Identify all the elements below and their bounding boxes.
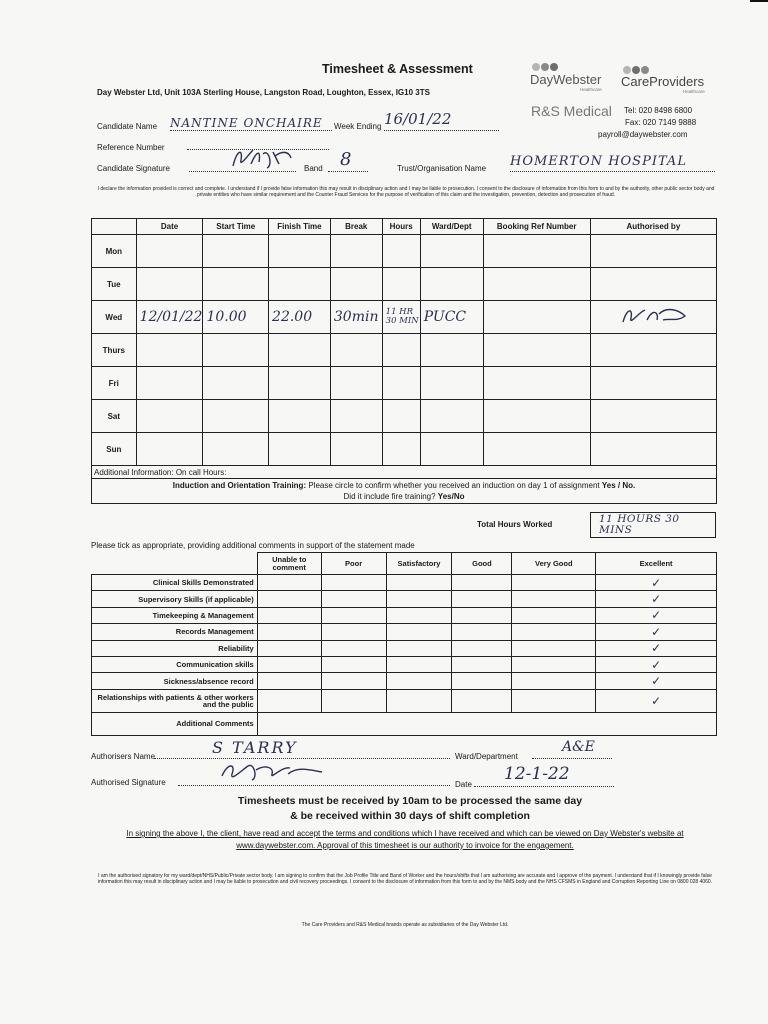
assessment-rating-cell[interactable] <box>512 640 596 656</box>
corner-mark <box>750 0 768 2</box>
assess-header-very-good: Very Good <box>512 553 596 575</box>
break-value: 30min <box>333 309 379 325</box>
assessment-rating-cell[interactable] <box>386 673 452 689</box>
day-value: Tue <box>106 279 121 289</box>
trust-value: HOMERTON HOSPITAL <box>510 154 687 169</box>
break-cell[interactable] <box>330 433 382 466</box>
ward-dept-cell[interactable] <box>420 433 483 466</box>
week-ending-field[interactable] <box>384 110 499 131</box>
reference-number-label: Reference Number <box>97 143 165 152</box>
hours-cell[interactable] <box>382 235 420 268</box>
additional-info-cell[interactable] <box>92 466 717 479</box>
date-cell[interactable] <box>136 268 203 301</box>
assessment-rating-cell[interactable] <box>452 591 512 607</box>
tick-mark-icon: ✓ <box>651 575 662 590</box>
additional-comments-field[interactable] <box>257 712 716 735</box>
assessment-rating-cell[interactable] <box>257 591 321 607</box>
assessment-rating-cell[interactable] <box>386 640 452 656</box>
additional-info-row <box>92 466 717 479</box>
date-field[interactable] <box>474 766 614 787</box>
induction-options[interactable]: Yes / No. <box>601 481 636 490</box>
assessment-rating-cell[interactable] <box>596 640 717 656</box>
date-value: 12-1-22 <box>504 764 570 784</box>
assessment-rating-cell[interactable] <box>452 607 512 623</box>
finish-time-cell[interactable] <box>269 400 331 433</box>
assessment-rating-cell[interactable] <box>512 624 596 640</box>
hours-cell[interactable] <box>382 301 420 334</box>
assessment-rating-cell[interactable] <box>512 656 596 672</box>
careproviders-wordmark: CareProviders <box>621 74 705 89</box>
ward-dept-cell[interactable] <box>420 235 483 268</box>
header-authorised-by: Authorised by <box>590 219 716 235</box>
contact-fax: Fax: 020 7149 9888 <box>625 118 697 127</box>
break-cell[interactable] <box>330 301 382 334</box>
assessment-rating-cell[interactable] <box>596 689 717 712</box>
day-value: Thurs <box>102 345 125 355</box>
header-date: Date <box>136 219 203 235</box>
assessment-row-label: Sickness/absence record <box>92 673 258 689</box>
assessment-row-label: Records Management <box>92 624 258 640</box>
assessment-rating-cell[interactable] <box>596 624 717 640</box>
assessment-table <box>91 552 717 736</box>
candidate-name-field[interactable] <box>170 114 332 131</box>
timesheet-row <box>92 235 717 268</box>
assessment-header-row <box>92 553 717 575</box>
fire-training-options[interactable]: Yes/No <box>437 492 465 501</box>
timesheet-row <box>92 334 717 367</box>
assess-header-excellent: Excellent <box>596 553 717 575</box>
candidate-name-value: NANTINE ONCHAIRE <box>170 116 323 130</box>
header-finish-time: Finish Time <box>269 219 331 235</box>
finish-time-cell[interactable] <box>269 433 331 466</box>
header-hours: Hours <box>382 219 420 235</box>
page-title: Timesheet & Assessment <box>322 62 473 76</box>
booking-ref-cell[interactable] <box>483 433 590 466</box>
assessment-rating-cell[interactable] <box>257 673 321 689</box>
assess-header-poor: Poor <box>321 553 386 575</box>
assessment-intro: Please tick as appropriate, providing additional comments in support of the statement made <box>91 541 415 550</box>
header-booking-ref: Booking Ref Number <box>483 219 590 235</box>
assessment-row <box>92 689 717 712</box>
booking-ref-cell[interactable] <box>483 400 590 433</box>
date-cell[interactable] <box>136 433 203 466</box>
assessment-rating-cell[interactable] <box>512 673 596 689</box>
assessment-rating-cell[interactable] <box>386 591 452 607</box>
timesheet-row <box>92 367 717 400</box>
deadline-line-1: Timesheets must be received by 10am to be processed the same day <box>237 795 583 807</box>
break-cell[interactable] <box>330 400 382 433</box>
brands-note: The Care Providers and R&S Medical brands operate as subsidiaries of the Day Webster Ltd. <box>301 922 509 928</box>
date-cell[interactable] <box>136 235 203 268</box>
start-time-cell[interactable] <box>203 334 269 367</box>
header-start-time: Start Time <box>203 219 269 235</box>
date-value: 12/01/22 <box>139 309 203 325</box>
timesheet-row <box>92 433 717 466</box>
hours-cell[interactable] <box>382 367 420 400</box>
authoriser-name-field[interactable] <box>154 740 450 759</box>
assess-header-satisfactory: Satisfactory <box>386 553 452 575</box>
company-address: Day Webster Ltd, Unit 103A Sterling House, Langston Road, Loughton, Essex, IG10 3TS <box>97 88 430 97</box>
assessment-rating-cell[interactable] <box>596 591 717 607</box>
day-cell <box>92 301 137 334</box>
assess-header-good: Good <box>452 553 512 575</box>
total-hours-value: 11 HOURS 30 MINS <box>599 513 680 536</box>
assessment-row <box>92 624 717 640</box>
assessment-row <box>92 656 717 672</box>
finish-time-cell[interactable] <box>269 235 331 268</box>
day-cell <box>92 235 137 268</box>
contact-email: payroll@daywebster.com <box>598 130 688 139</box>
row-signature-icon <box>619 304 689 328</box>
tick-mark-icon: ✓ <box>651 624 662 639</box>
total-hours-label: Total Hours Worked <box>477 520 553 529</box>
week-ending-label: Week Ending <box>334 122 382 131</box>
assessment-rating-cell[interactable] <box>321 624 386 640</box>
ward-dept-cell[interactable] <box>420 301 483 334</box>
break-cell[interactable] <box>330 268 382 301</box>
assess-header-unable: Unable to comment <box>257 553 321 575</box>
assessment-rating-cell[interactable] <box>386 575 452 591</box>
rs-medical-logo: R&S Medical <box>531 103 612 119</box>
assessment-row-label: Communication skills <box>92 656 258 672</box>
assessment-rating-cell[interactable] <box>321 591 386 607</box>
fire-training-text: Did it include fire training? <box>343 492 436 501</box>
assessment-rating-cell[interactable] <box>257 575 321 591</box>
ward-department-value: A&E <box>562 739 595 755</box>
authorised-by-cell[interactable] <box>590 301 716 334</box>
daywebster-logo <box>530 62 615 92</box>
assessment-row-label: Relationships with patients & other workers and the public <box>92 689 258 712</box>
careproviders-sub: Healthcare <box>683 89 705 94</box>
booking-ref-cell[interactable] <box>483 235 590 268</box>
tick-mark-icon: ✓ <box>651 592 662 607</box>
header-ward-dept: Ward/Dept <box>420 219 483 235</box>
ward-dept-cell[interactable] <box>420 400 483 433</box>
candidate-name-label: Candidate Name <box>97 122 158 131</box>
authorised-by-cell[interactable] <box>590 235 716 268</box>
induction-row <box>92 479 717 504</box>
assessment-rating-cell[interactable] <box>321 689 386 712</box>
hours-cell[interactable] <box>382 433 420 466</box>
day-value: Wed <box>105 312 123 322</box>
assessment-rating-cell[interactable] <box>257 640 321 656</box>
day-cell <box>92 433 137 466</box>
ward-dept-cell[interactable] <box>420 367 483 400</box>
assessment-row-label: Supervisory Skills (if applicable) <box>92 591 258 607</box>
booking-ref-cell[interactable] <box>483 334 590 367</box>
signatory-declaration: I am the authorised signatory for my ward/dept/NHS/Public/Private sector body. I am signing to confirm that the Job Profile Title and Band of Worker and the hours/shifts that I am authorising are accurate and I approve of the payment. I understand that if I knowingly provide false information this may result in disciplinary action and I may be liable to prosecution and civil recovery proceedings. I consent to the disclosure of information from this form to and by the NMS body and the NHS CFSMS in England and Corruption Reporting Line on 0800 028 4060. <box>97 873 713 886</box>
start-time-cell[interactable] <box>203 268 269 301</box>
assessment-rating-cell[interactable] <box>321 640 386 656</box>
assessment-rating-cell[interactable] <box>512 689 596 712</box>
additional-info-label: Additional Information: On call Hours: <box>94 467 227 477</box>
tick-mark-icon: ✓ <box>651 693 662 708</box>
assessment-rating-cell[interactable] <box>257 656 321 672</box>
day-cell <box>92 334 137 367</box>
timesheet-row <box>92 400 717 433</box>
careproviders-logo <box>621 65 716 95</box>
week-ending-value: 16/01/22 <box>384 110 452 128</box>
authoriser-name-value: S TARRY <box>212 738 298 757</box>
start-time-cell[interactable] <box>203 235 269 268</box>
assessment-rating-cell[interactable] <box>512 575 596 591</box>
ward-department-label: Ward/Department <box>455 752 518 761</box>
assessment-rating-cell[interactable] <box>452 575 512 591</box>
finish-time-cell[interactable] <box>269 367 331 400</box>
hours-cell[interactable] <box>382 334 420 367</box>
start-time-cell[interactable] <box>203 367 269 400</box>
header-day <box>92 219 137 235</box>
date-cell[interactable] <box>136 367 203 400</box>
additional-comments-row <box>92 712 717 735</box>
authorised-by-cell[interactable] <box>590 268 716 301</box>
authorised-signature-label: Authorised Signature <box>91 778 166 787</box>
daywebster-sub: Healthcare <box>580 87 602 92</box>
assessment-rating-cell[interactable] <box>386 624 452 640</box>
ward-dept-cell[interactable] <box>420 268 483 301</box>
contact-tel: Tel: 020 8498 6800 <box>624 106 693 115</box>
authorised-by-cell[interactable] <box>590 400 716 433</box>
assess-header-blank <box>92 553 258 575</box>
authorised-signature-field[interactable] <box>178 766 450 786</box>
ward-department-field[interactable] <box>532 739 612 759</box>
authorised-by-cell[interactable] <box>590 334 716 367</box>
day-value: Mon <box>105 246 122 256</box>
assessment-rating-cell[interactable] <box>596 673 717 689</box>
assessment-rating-cell[interactable] <box>321 673 386 689</box>
assessment-rating-cell[interactable] <box>321 575 386 591</box>
assessment-rating-cell[interactable] <box>596 656 717 672</box>
date-label: Date <box>455 780 472 789</box>
day-cell <box>92 268 137 301</box>
day-cell <box>92 400 137 433</box>
induction-text: Please circle to confirm whether you received an induction on day 1 of assignment <box>308 481 600 490</box>
day-cell <box>92 367 137 400</box>
assessment-row-label: Timekeeping & Management <box>92 607 258 623</box>
assessment-rating-cell[interactable] <box>452 689 512 712</box>
tick-mark-icon: ✓ <box>651 674 662 689</box>
assessment-rating-cell[interactable] <box>512 607 596 623</box>
tick-mark-icon: ✓ <box>651 641 662 656</box>
hours-value: 11 HR 30 MIN <box>385 307 419 326</box>
trust-label: Trust/Organisation Name <box>397 164 487 173</box>
booking-ref-cell[interactable] <box>483 301 590 334</box>
band-label: Band <box>304 164 323 173</box>
day-value: Fri <box>108 378 119 388</box>
break-cell[interactable] <box>330 235 382 268</box>
day-value: Sat <box>107 411 121 421</box>
hours-cell[interactable] <box>382 268 420 301</box>
authoriser-name-label: Authorisers Name <box>91 752 156 761</box>
start-time-cell[interactable] <box>203 400 269 433</box>
band-field[interactable] <box>328 149 368 172</box>
deadline-line-2: & be received within 30 days of shift completion <box>290 810 530 822</box>
total-hours-box[interactable] <box>590 512 716 538</box>
assessment-rating-cell[interactable] <box>596 607 717 623</box>
finish-time-cell[interactable] <box>269 334 331 367</box>
hours-cell[interactable] <box>382 400 420 433</box>
assessment-rating-cell[interactable] <box>386 656 452 672</box>
daywebster-wordmark: DayWebster <box>530 72 602 87</box>
timesheet-row <box>92 268 717 301</box>
authorised-by-cell[interactable] <box>590 367 716 400</box>
timesheet-table <box>91 218 717 504</box>
assessment-rating-cell[interactable] <box>321 656 386 672</box>
assessment-rating-cell[interactable] <box>321 607 386 623</box>
start-time-cell[interactable] <box>203 433 269 466</box>
assessment-row <box>92 673 717 689</box>
assessment-rating-cell[interactable] <box>257 607 321 623</box>
date-cell[interactable] <box>136 301 203 334</box>
induction-cell <box>92 479 717 504</box>
assessment-row <box>92 640 717 656</box>
authorised-signature-icon <box>218 760 328 786</box>
break-cell[interactable] <box>330 367 382 400</box>
assessment-rating-cell[interactable] <box>452 640 512 656</box>
band-value: 8 <box>340 149 352 170</box>
additional-comments-label: Additional Comments <box>92 712 258 735</box>
candidate-signature-label: Candidate Signature <box>97 164 170 173</box>
assessment-rating-cell[interactable] <box>257 689 321 712</box>
assessment-row <box>92 607 717 623</box>
day-value: Sun <box>106 444 122 454</box>
header-break: Break <box>330 219 382 235</box>
assessment-row-label: Clinical Skills Demonstrated <box>92 575 258 591</box>
assessment-rating-cell[interactable] <box>452 624 512 640</box>
assessment-rating-cell[interactable] <box>386 689 452 712</box>
tick-mark-icon: ✓ <box>651 657 662 672</box>
trust-field[interactable] <box>510 152 715 172</box>
booking-ref-cell[interactable] <box>483 268 590 301</box>
finish-time-cell[interactable] <box>269 301 331 334</box>
terms-link-text[interactable]: In signing the above I, the client, have read and accept the terms and conditions which I have received and which can be viewed on Day Webster's website at www.daywebster.com. Approval of this timesheet is our authority to invoice for the engagement. <box>126 829 684 850</box>
assessment-rating-cell[interactable] <box>452 673 512 689</box>
assessment-row <box>92 591 717 607</box>
assessment-rating-cell[interactable] <box>596 575 717 591</box>
date-cell[interactable] <box>136 400 203 433</box>
assessment-rating-cell[interactable] <box>512 591 596 607</box>
start-time-cell[interactable] <box>203 301 269 334</box>
ward-dept-value: PUCC <box>423 309 467 325</box>
tick-mark-icon: ✓ <box>651 608 662 623</box>
candidate-signature-field[interactable] <box>189 152 296 172</box>
assessment-rating-cell[interactable] <box>452 656 512 672</box>
date-cell[interactable] <box>136 334 203 367</box>
break-cell[interactable] <box>330 334 382 367</box>
timesheet-header-row <box>92 219 717 235</box>
logo-dots-icon <box>530 62 570 72</box>
assessment-row-label: Reliability <box>92 640 258 656</box>
candidate-signature-icon <box>229 146 299 170</box>
authorised-by-cell[interactable] <box>590 433 716 466</box>
assessment-row <box>92 575 717 591</box>
finish-time-value: 22.00 <box>272 309 313 325</box>
timesheet-row <box>92 301 717 334</box>
induction-title: Induction and Orientation Training: <box>172 481 307 490</box>
start-time-value: 10.00 <box>206 309 247 325</box>
finish-time-cell[interactable] <box>269 268 331 301</box>
declaration-text: I declare the information provided is correct and complete. I understand if I provide false information this may result in disciplinary action and I may be liable to prosecution. I consent to the disclosure of information from this form to and by the authority, other public sector body and private entities who have similar requirement and the Counter Fraud Services for the purpose of verification of this claim and the investigation, prevention, detection and prosecution of fraud. <box>97 186 715 199</box>
assessment-rating-cell[interactable] <box>386 607 452 623</box>
ward-dept-cell[interactable] <box>420 334 483 367</box>
assessment-rating-cell[interactable] <box>257 624 321 640</box>
booking-ref-cell[interactable] <box>483 367 590 400</box>
